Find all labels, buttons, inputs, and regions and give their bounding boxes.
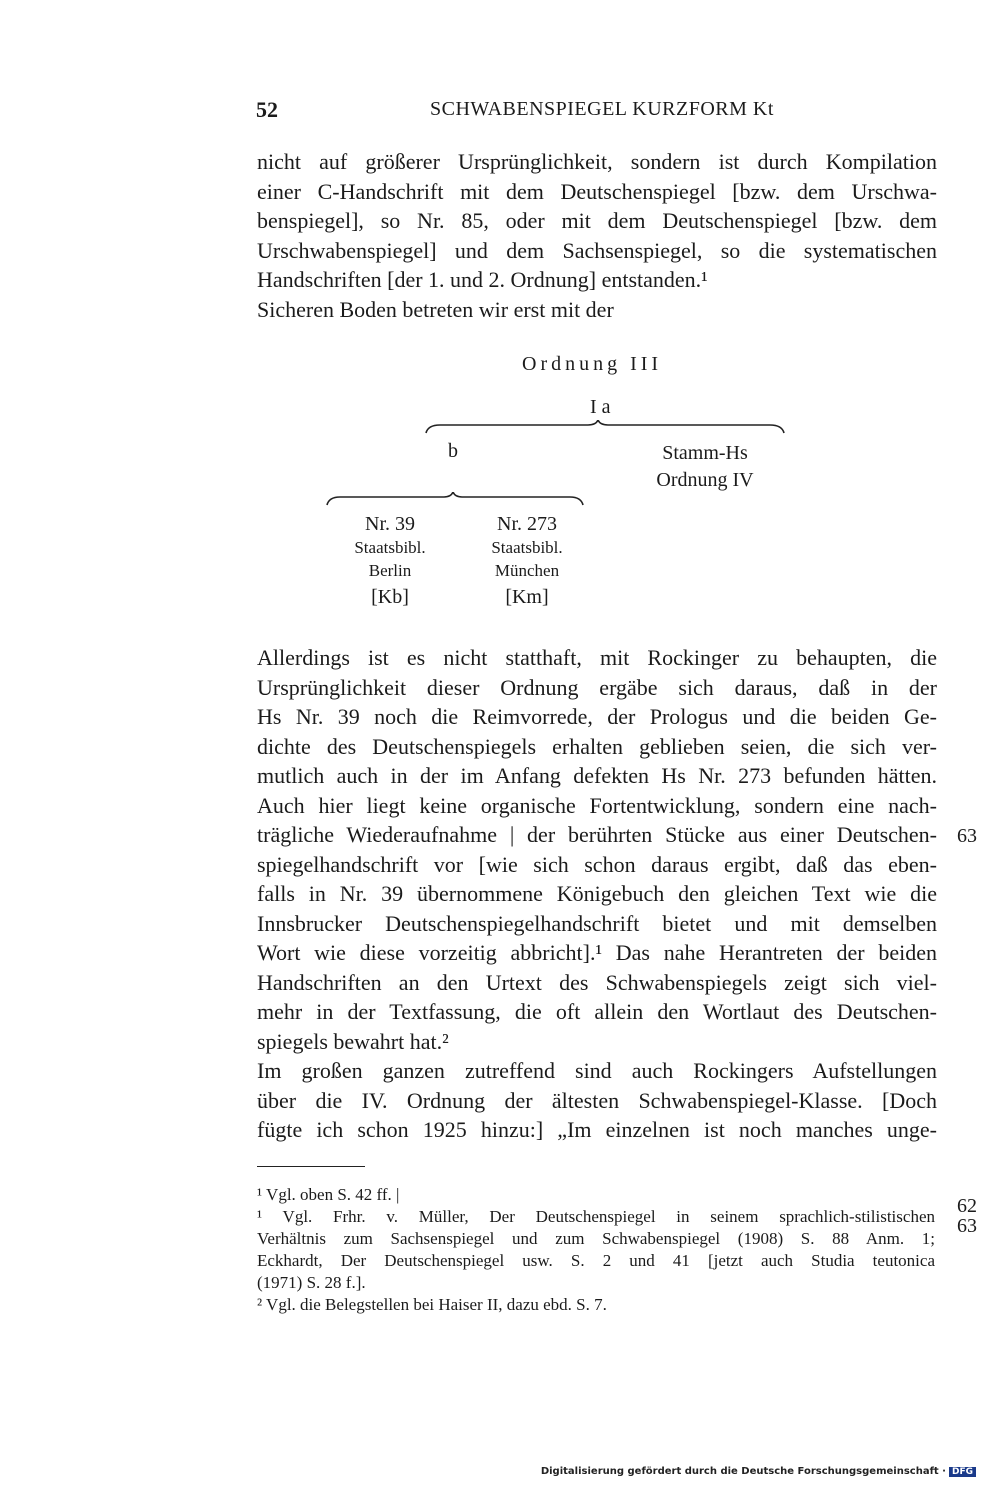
dfg-logo: DFG [949, 1467, 976, 1477]
text-line: über die IV. Ordnung der ältesten Schwabenspiegel-Klasse. [Doch [257, 1087, 937, 1113]
text-line: trägliche Wiederaufnahme | der berührten Stücke aus einer Deutschen- [257, 822, 937, 847]
text-line: dichte des Deutschenspiegels erhalten geblieben seien, die sich ver- [257, 733, 937, 759]
right-city: München [494, 561, 560, 580]
margin-number: 63 [957, 1215, 977, 1237]
stemma-right-node [467, 511, 587, 611]
text-line: Innsbrucker Deutschenspiegelhandschrift bietet und mit demselben [257, 910, 937, 936]
right-siglum: [Km] [505, 586, 549, 608]
text-line: mehr in der Textfassung, die oft allein den Wortlaut des Deutschen- [257, 999, 937, 1024]
stemma-brace-lower [322, 492, 587, 508]
margin-page-numbers-footnotes [957, 1196, 977, 1236]
text-line: Allerdings ist es nicht statthaft, mit Rockinger zu behaupten, die [257, 645, 937, 670]
footnote: ¹ Vgl. Frhr. v. Müller, Der Deutschenspiegel in seinem sprachlich-stilistischen [257, 1207, 935, 1226]
text-line: Urschwabenspiegel] und dem Sachsenspiegel, so die systematischen [257, 237, 937, 263]
text-line: Wort wie diese vorzeitig abbricht].¹ Das nahe Herantreten der beiden [257, 940, 937, 965]
text-line: Hs Nr. 39 noch die Reimvorrede, der Prologus und die beiden Ge- [257, 704, 937, 729]
margin-number: 62 [957, 1195, 977, 1217]
digitization-credit [541, 1466, 976, 1477]
left-siglum: [Kb] [371, 586, 409, 608]
footnote: ² Vgl. die Belegstellen bei Haiser II, dazu ebd. S. 7. [257, 1295, 607, 1314]
text-line: benspiegel], so Nr. 85, oder mit dem Deutschenspiegel [bzw. dem [257, 208, 937, 233]
text-line: Auch hier liegt keine organische Fortentwicklung, sondern eine nach- [257, 792, 937, 818]
stemma-left-node [330, 511, 450, 611]
text-line: Ursprünglichkeit dieser Ordnung ergäbe sich daraus, daß in der [257, 674, 937, 700]
right-nr: Nr. 273 [497, 513, 557, 535]
stemma-stamm-line: Stamm-Hs [662, 442, 748, 464]
stemma-title: Ordnung III [522, 353, 663, 375]
page-number: 52 [256, 97, 278, 122]
text-line: mutlich auch in der im Anfang defekten Hs Nr. 273 befunden hätten. [257, 763, 937, 788]
intro-paragraph [257, 147, 937, 324]
text-line: falls in Nr. 39 übernommene Königebuch den gleichen Text wie die [257, 881, 937, 906]
text-line: Handschriften an den Urtext des Schwabenspiegels zeigt sich viel- [257, 969, 937, 995]
footnotes [257, 1184, 935, 1316]
stemma-ordnung-iv: Ordnung IV [656, 469, 754, 491]
left-nr: Nr. 39 [365, 513, 415, 535]
text-line: spiegels bewahrt hat.² [257, 1028, 449, 1054]
text-line: Im großen ganzen zutreffend sind auch Rockingers Aufstellungen [257, 1058, 937, 1083]
stemma-brace-upper [420, 420, 790, 436]
text-line: spiegelhandschrift vor [wie sich schon daraus ergibt, daß das eben- [257, 851, 937, 877]
footnote: (1971) S. 28 f.]. [257, 1273, 366, 1292]
footnote: ¹ Vgl. oben S. 42 ff. | [257, 1185, 400, 1204]
stemma-stamm-hs [640, 440, 770, 494]
text-line: einer C-Handschrift mit dem Deutschenspiegel [bzw. dem Urschwa- [257, 178, 937, 204]
body-paragraph [257, 643, 937, 1145]
stemma-root: I a [590, 396, 611, 418]
footnote: Eckhardt, Der Deutschenspiegel usw. S. 2 und 41 [jetzt auch Studia teutonica [257, 1251, 935, 1270]
text-line: Handschriften [der 1. und 2. Ordnung] entstanden.¹ [257, 267, 708, 292]
text-line: nicht auf größerer Ursprünglichkeit, sondern ist durch Kompilation [257, 149, 937, 174]
footnote: Verhältnis zum Sachsenspiegel und zum Schwabenspiegel (1908) S. 88 Anm. 1; [257, 1229, 935, 1248]
footnote-rule [257, 1166, 365, 1167]
stemma-branch-b: b [448, 440, 458, 462]
margin-page-number: 63 [957, 825, 977, 847]
left-library: Staatsbibl. [354, 538, 426, 557]
credit-text: Digitalisierung gefördert durch die Deutsche Forschungsgemeinschaft · [540, 1466, 946, 1477]
text-line: Sicheren Boden betreten wir erst mit der [257, 296, 614, 322]
text-line: fügte ich schon 1925 hinzu:] „Im einzelnen ist noch manches unge- [257, 1117, 937, 1142]
left-city: Berlin [368, 561, 412, 580]
running-title: SCHWABENSPIEGEL KURZFORM Kt [430, 98, 774, 120]
right-library: Staatsbibl. [491, 538, 563, 557]
